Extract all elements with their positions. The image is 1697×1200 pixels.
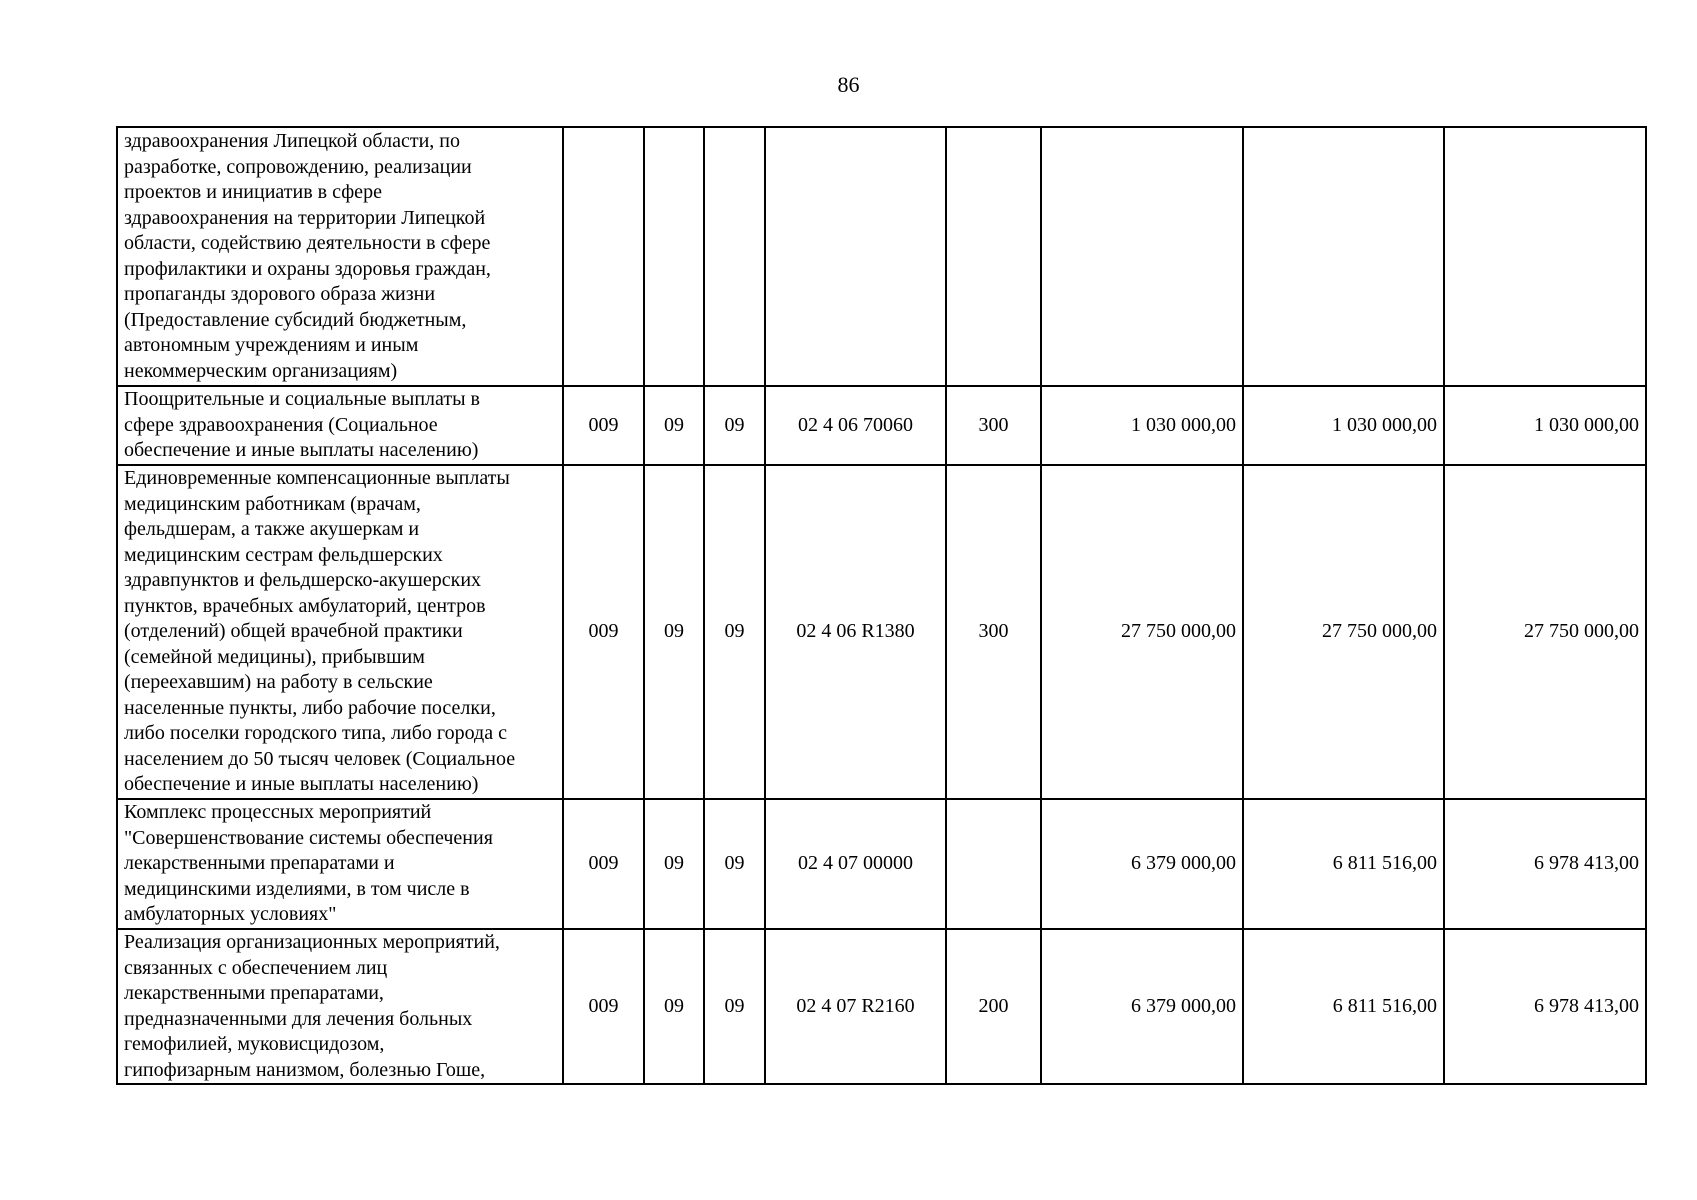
section-code: 09 — [644, 386, 704, 465]
row-description: Единовременные компенсационные выплаты медицинским работникам (врачам, фельдшерам, а также акушеркам и медицинским сестрам фельдшерских здравпунктов и фельдшерско-акушерских пунктов, врачебных амбулаторий, центров (отделений) общей врачебной практики (семейной медицины), прибывшим (переехавшим) на работу в сельские населенные пункты, либо рабочие поселки, либо поселки городского типа, либо города с населением до 50 тысяч человек (Социальное обеспечение и иные выплаты населению) — [117, 465, 563, 799]
target-article-code: 02 4 06 R1380 — [765, 465, 946, 799]
ministry-code — [563, 127, 644, 386]
amount-year-2: 6 811 516,00 — [1243, 799, 1444, 929]
subsection-code: 09 — [704, 929, 765, 1084]
budget-table — [116, 126, 1647, 1085]
section-code: 09 — [644, 799, 704, 929]
amount-year-1: 6 379 000,00 — [1041, 929, 1243, 1084]
amount-year-3: 6 978 413,00 — [1444, 799, 1646, 929]
row-description: Поощрительные и социальные выплаты в сфере здравоохранения (Социальное обеспечение и иные выплаты населению) — [117, 386, 563, 465]
amount-year-3: 27 750 000,00 — [1444, 465, 1646, 799]
ministry-code: 009 — [563, 386, 644, 465]
row-description: здравоохранения Липецкой области, по разработке, сопровождению, реализации проектов и инициатив в сфере здравоохранения на территории Липецкой области, содействию деятельности в сфере профилактики и охраны здоровья граждан, пропаганды здорового образа жизни (Предоставление субсидий бюджетным, автономным учреждениям и иным некоммерческим организациям) — [117, 127, 563, 386]
ministry-code: 009 — [563, 929, 644, 1084]
ministry-code: 009 — [563, 465, 644, 799]
table-row — [117, 799, 1646, 929]
table-row — [117, 386, 1646, 465]
row-description: Комплекс процессных мероприятий "Совершенствование системы обеспечения лекарственными препаратами и медицинскими изделиями, в том числе в амбулаторных условиях" — [117, 799, 563, 929]
amount-year-2: 6 811 516,00 — [1243, 929, 1444, 1084]
section-code — [644, 127, 704, 386]
subsection-code — [704, 127, 765, 386]
amount-year-3: 6 978 413,00 — [1444, 929, 1646, 1084]
subsection-code: 09 — [704, 799, 765, 929]
section-code: 09 — [644, 929, 704, 1084]
row-description: Реализация организационных мероприятий, связанных с обеспечением лиц лекарственными препаратами, предназначенными для лечения больных гемофилией, муковисцидозом, гипофизарным нанизмом, болезнью Гоше, — [117, 929, 563, 1084]
table-row — [117, 127, 1646, 386]
table-row — [117, 929, 1646, 1084]
target-article-code: 02 4 07 R2160 — [765, 929, 946, 1084]
expense-type-code: 300 — [946, 386, 1041, 465]
amount-year-2: 27 750 000,00 — [1243, 465, 1444, 799]
expense-type-code — [946, 799, 1041, 929]
expense-type-code — [946, 127, 1041, 386]
amount-year-3 — [1444, 127, 1646, 386]
amount-year-1: 27 750 000,00 — [1041, 465, 1243, 799]
target-article-code — [765, 127, 946, 386]
expense-type-code: 200 — [946, 929, 1041, 1084]
subsection-code: 09 — [704, 465, 765, 799]
target-article-code: 02 4 06 70060 — [765, 386, 946, 465]
page-number: 86 — [837, 72, 860, 97]
amount-year-2 — [1243, 127, 1444, 386]
amount-year-2: 1 030 000,00 — [1243, 386, 1444, 465]
amount-year-1: 6 379 000,00 — [1041, 799, 1243, 929]
section-code: 09 — [644, 465, 704, 799]
subsection-code: 09 — [704, 386, 765, 465]
target-article-code: 02 4 07 00000 — [765, 799, 946, 929]
amount-year-3: 1 030 000,00 — [1444, 386, 1646, 465]
table-row — [117, 465, 1646, 799]
ministry-code: 009 — [563, 799, 644, 929]
expense-type-code: 300 — [946, 465, 1041, 799]
amount-year-1 — [1041, 127, 1243, 386]
amount-year-1: 1 030 000,00 — [1041, 386, 1243, 465]
